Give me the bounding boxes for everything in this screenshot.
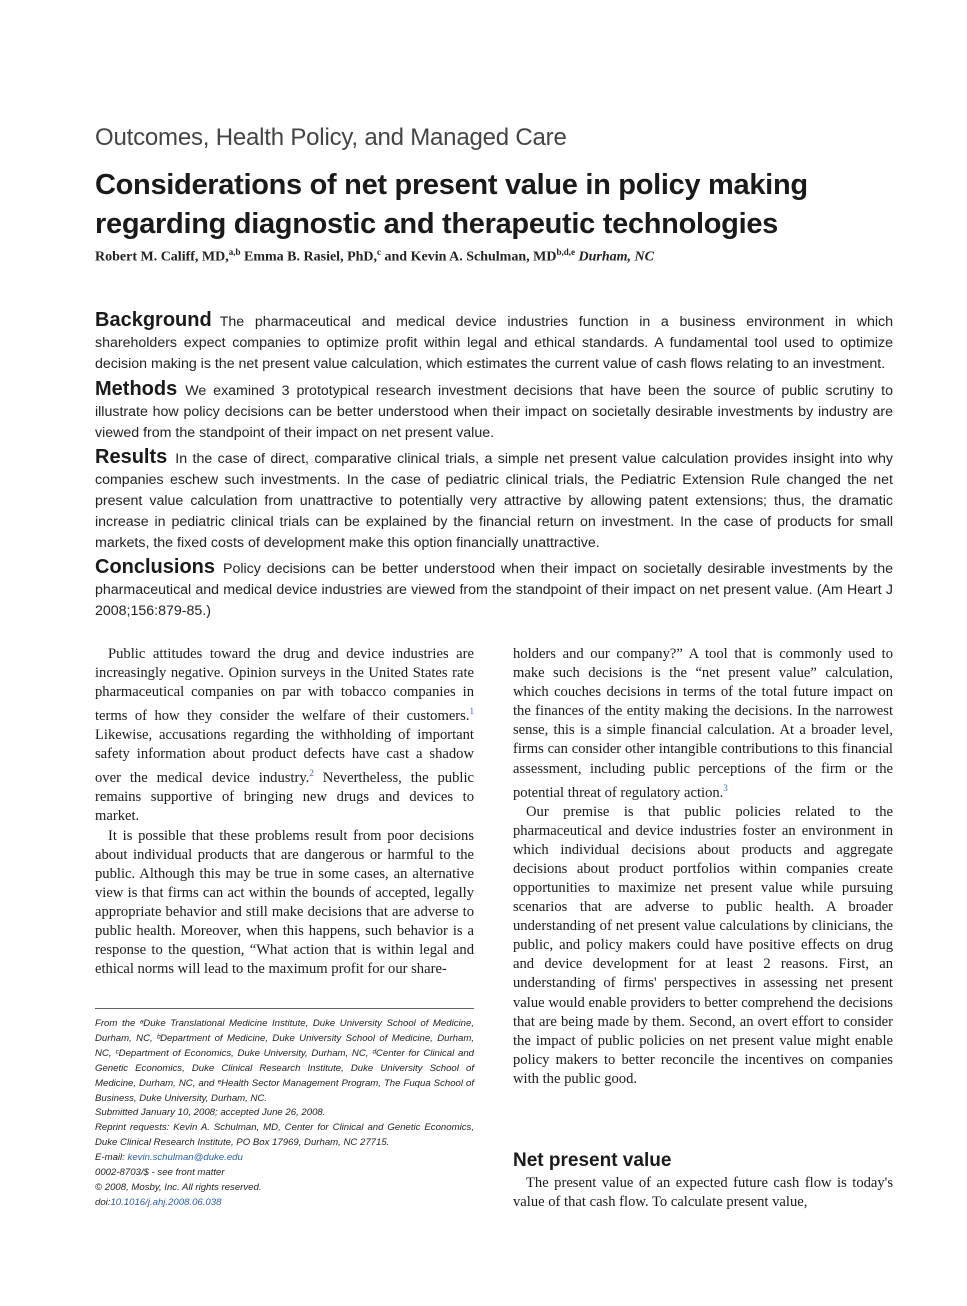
article-title: Considerations of net present value in policy making regarding diagnostic and therapeutic technologies — [95, 169, 808, 240]
abstract-label: Results — [95, 446, 168, 468]
footnote-divider — [95, 1008, 474, 1009]
abstract-text: In the case of direct, comparative clinical trials, a simple net present value calculation provides insight into why companies eschew such investments. In the case of pediatric clinical trials, the Pediatric Extension Rule changed the net present value calculation from unattractive to potentially very attractive by allowing patent extensions; thus, the dramatic increase in pediatric clinical trials can be explained by the financial return on investment. In the case of products for small markets, the fixed costs of development make this option financially unattractive. — [95, 451, 893, 551]
journal-citation: (Am Heart J 2008;156:879-85.) — [95, 582, 893, 619]
copyright-line: © 2008, Mosby, Inc. All rights reserved. — [95, 1181, 262, 1193]
body-paragraph: Our premise is that public policies related to the pharmaceutical and device industries foster an environment in which individual decisions about products and aggregate decisions about product portfolios within companies create opportunities to maximize net present value while pursuing scenarios that are adverse to public health. A broader understanding of net present value calculations by clinicians, the public, and policy makers could have positive effects on drug and device development for at least 2 reasons. First, an understanding of firms' perspectives in assessing net present value would enable providers to better comprehend the decisions that are being made by them. Second, an overt effort to consider the impact of public policies on net present value might enable policy makers to better reconcile the incentives on companies with the public good. — [513, 803, 893, 1087]
issn-line: 0002-8703/$ - see front matter — [95, 1167, 225, 1179]
abstract-label: Methods — [95, 378, 178, 400]
body-paragraph: holders and our company?” A tool that is commonly used to make such decisions is the “net present value” calculation, which couches decisions in terms of the total future impact on the finances of the entity making the decisions. In the narrowest sense, this is a simple financial calculation. At a broader level, firms can consider other intangible contributions to this financial assessment, including public perceptions of the firm or the potential threat of regulatory action.$^3$ — [513, 646, 893, 801]
doi-link[interactable]: 10.1016/j.ahj.2008.06.038 — [110, 1196, 222, 1208]
author-line — [95, 247, 895, 266]
reference-link[interactable]: 2 — [309, 768, 314, 779]
abstract-results — [95, 447, 893, 554]
subsection-heading: Net present value — [513, 1150, 672, 1171]
email-line: E-mail: kevin.schulman@duke.edu — [95, 1152, 243, 1164]
abstract-text: The pharmaceutical and medical device industries function in a business environment in which shareholders expect companies to optimize profit within legal and ethical standards. A fundamental tool used to optimize decision making is the net present value calculation, which estimates the current value of cash flows relating to an investment. — [95, 314, 893, 372]
affiliation-marker: c — [377, 247, 382, 257]
author-location: Durham, NC — [578, 249, 654, 265]
abstract-conclusions — [95, 557, 893, 622]
abstract-label: Conclusions — [95, 556, 216, 578]
npv-section-body — [513, 1174, 893, 1212]
author-name: Robert M. Califf, MD, — [95, 249, 229, 265]
abstract-methods — [95, 379, 893, 444]
affiliations-note: From the ᵃDuke Translational Medicine Institute, Duke University School of Medicine, Durham, NC, ᵇDepartment of Medicine, Duke University School of Medicine, Durham, NC, ᶜDepartment of Economics, Duke University, Durham, NC, ᵈCenter for Clinical and Genetic Economics, Duke Clinical Research Institute, Duke University School of Medicine, Durham, NC, and ᵉHealth Sector Management Program, The Fuqua School of Business, Duke University, Durham, NC. — [95, 1018, 474, 1104]
abstract-label: Background — [95, 309, 212, 331]
body-column-left — [95, 645, 474, 979]
body-paragraph: It is possible that these problems result from poor decisions about individual products that are dangerous or harmful to the public. Although this may be true in some cases, an alternative view is that firms can act within the bounds of accepted, legally appropriate behavior and still make decisions that are adverse to public health. Moreover, when this happens, such behavior is a response to the question, “What action that is within legal and ethical norms will lead to the maximum profit for our share- — [95, 827, 474, 978]
section-heading: Outcomes, Health Policy, and Managed Care — [95, 124, 567, 151]
abstract-text: Policy decisions can be better understood when their impact on societally desirable investments by the pharmaceutical and medical device industries are viewed from the standpoint of their impact on net present value. — [95, 561, 893, 598]
author-name: and Kevin A. Schulman, MD — [384, 249, 557, 265]
footnotes — [95, 1017, 474, 1211]
affiliation-marker: b,d,e — [556, 247, 575, 257]
reprint-requests: Reprint requests: Kevin A. Schulman, MD, Center for Clinical and Genetic Economics, Duke Clinical Research Institute, PO Box 17969, Durham, NC 27715. — [95, 1122, 474, 1149]
abstract-text: We examined 3 prototypical research investment decisions that have been the source of public scrutiny to illustrate how policy decisions can be better understood when their impact on societally desirable investments by industry are viewed from the standpoint of their impact on net present value. — [95, 383, 893, 441]
abstract-background — [95, 310, 893, 375]
reference-link[interactable]: 3 — [723, 782, 728, 793]
body-paragraph: The present value of an expected future cash flow is today's value of that cash flow. To calculate present value, — [513, 1175, 893, 1211]
author-name: Emma B. Rasiel, PhD, — [244, 249, 378, 265]
affiliation-marker: a,b — [228, 247, 241, 257]
doi-line: doi:10.1016/j.ahj.2008.06.038 — [95, 1196, 222, 1208]
body-column-right — [513, 645, 893, 1089]
body-paragraph: Public attitudes toward the drug and device industries are increasingly negative. Opinion surveys in the United States rate pharmaceutical companies on par with tobacco companies in terms of how they consider the welfare of their customers.$^1$ Likewise, accusations regarding the withholding of important safety information about product defects have cast a shadow over the medical device industry.$^2$ Nevertheless, the public remains supportive of bringing new drugs and devices to market. — [95, 646, 474, 825]
email-link[interactable]: kevin.schulman@duke.edu — [127, 1152, 243, 1164]
reference-link[interactable]: 1 — [469, 706, 474, 717]
submission-dates: Submitted January 10, 2008; accepted June 26, 2008. — [95, 1107, 326, 1119]
